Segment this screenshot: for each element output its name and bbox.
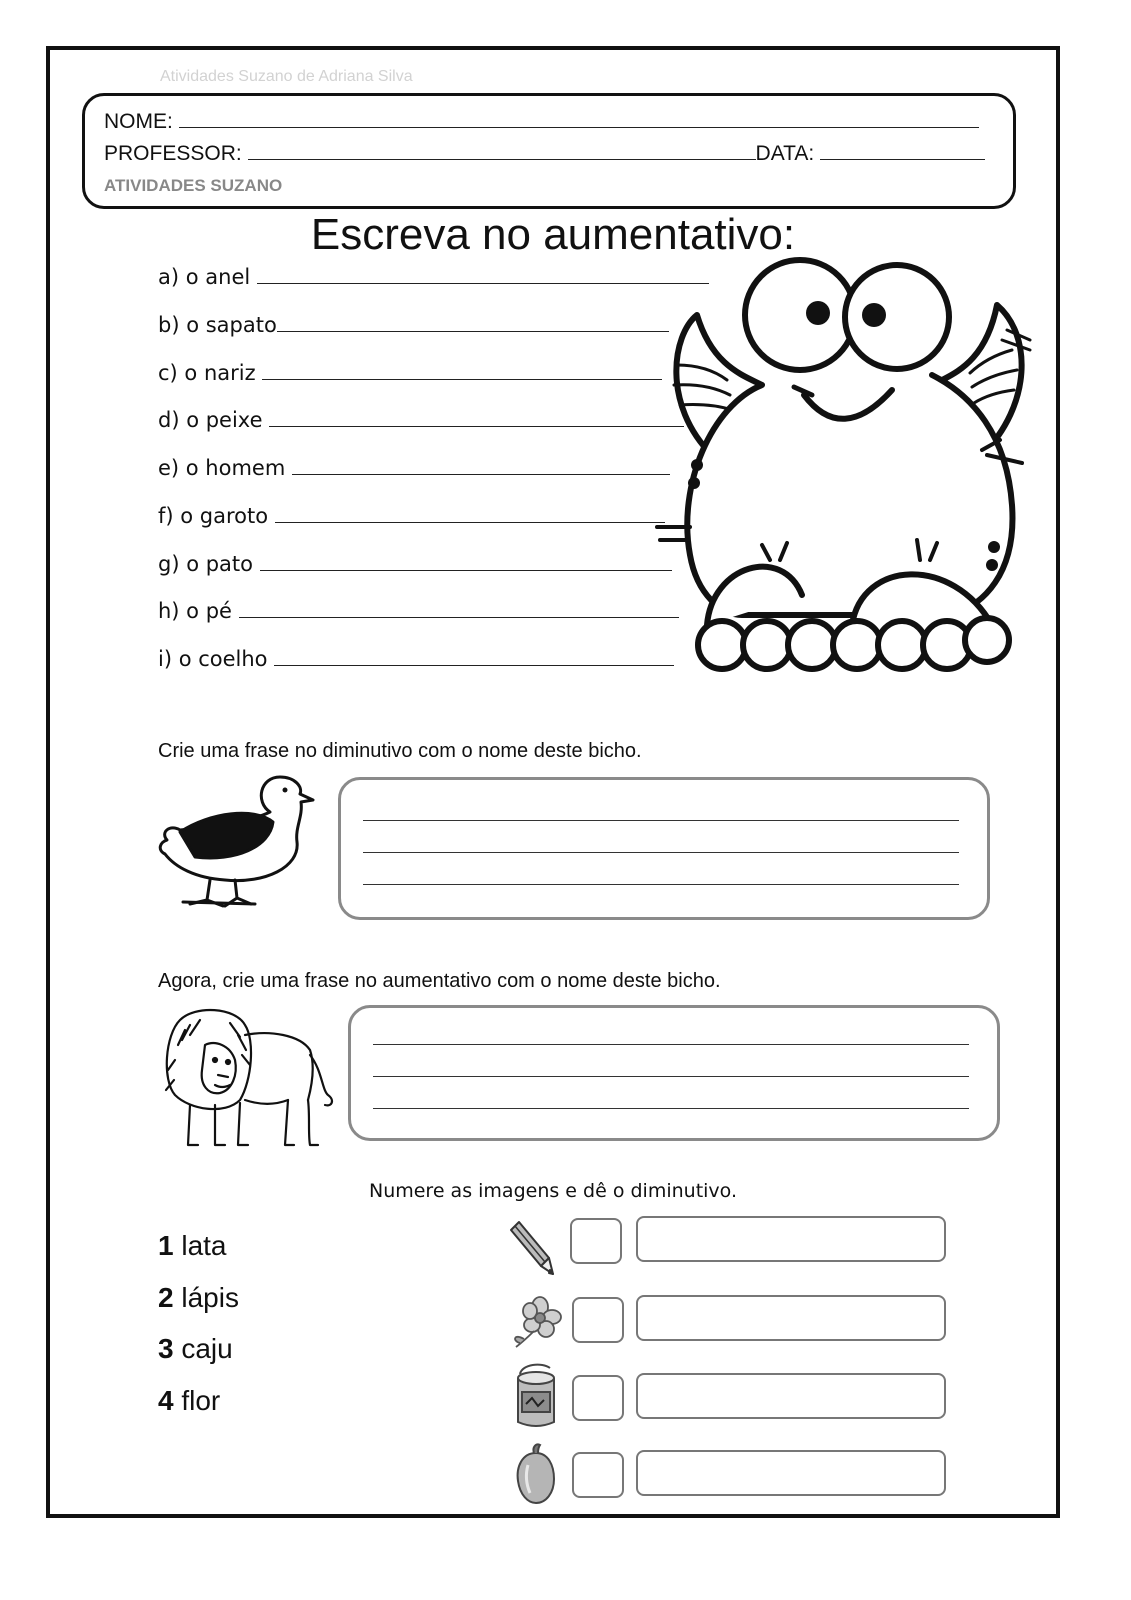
watermark: Atividades Suzano de Adriana Silva <box>160 68 413 85</box>
answer-line[interactable] <box>260 570 672 571</box>
duck-illustration <box>155 772 315 912</box>
number-box-2[interactable] <box>572 1297 624 1343</box>
flower-icon <box>510 1295 562 1350</box>
teacher-row <box>104 142 985 166</box>
word-item-2: 2 lápis <box>158 1282 239 1313</box>
exercise-item-c: c) o nariz <box>158 361 662 385</box>
date-label: DATA: <box>755 142 815 165</box>
writing-line[interactable] <box>363 820 959 821</box>
word-item-4: 4 flor <box>158 1385 221 1416</box>
augmentative-sentence-box[interactable] <box>348 1005 1000 1141</box>
exercise-item-e: e) o homem <box>158 456 670 480</box>
pencil-icon <box>505 1218 557 1278</box>
word-item-3: 3 caju <box>158 1333 233 1364</box>
answer-box-2[interactable] <box>636 1295 946 1341</box>
date-field[interactable] <box>820 159 985 160</box>
writing-line[interactable] <box>373 1044 969 1045</box>
name-row <box>104 110 979 134</box>
diminutive-instruction: Crie uma frase no diminutivo com o nome deste bicho. <box>158 740 642 762</box>
cashew-fruit-icon <box>512 1443 560 1505</box>
writing-line[interactable] <box>373 1108 969 1109</box>
answer-line[interactable] <box>292 474 670 475</box>
number-box-3[interactable] <box>572 1375 624 1421</box>
answer-line[interactable] <box>239 617 679 618</box>
brand-label: ATIVIDADES SUZANO <box>104 176 283 195</box>
teacher-label: PROFESSOR: <box>104 142 242 165</box>
numbering-title: Numere as imagens e dê o diminutivo. <box>368 1180 737 1202</box>
writing-line[interactable] <box>363 884 959 885</box>
exercise-item-b: b) o sapato <box>158 313 669 337</box>
page-title: Escreva no aumentativo: <box>310 210 796 259</box>
answer-box-3[interactable] <box>636 1373 946 1419</box>
diminutive-sentence-box[interactable] <box>338 777 990 920</box>
can-icon <box>512 1362 560 1430</box>
lion-illustration <box>160 1005 335 1155</box>
answer-line[interactable] <box>275 522 665 523</box>
exercise-item-g: g) o pato <box>158 552 672 576</box>
exercise-item-d: d) o peixe <box>158 408 684 432</box>
exercise-item-h: h) o pé <box>158 599 679 623</box>
answer-line[interactable] <box>257 283 709 284</box>
word-item-1: 1 lata <box>158 1230 227 1261</box>
answer-line[interactable] <box>269 426 684 427</box>
writing-line[interactable] <box>373 1076 969 1077</box>
exercise-item-f: f) o garoto <box>158 504 665 528</box>
name-label: NOME: <box>104 110 173 133</box>
teacher-field[interactable] <box>248 159 756 160</box>
exercise-item-a: a) o anel <box>158 265 709 289</box>
answer-line[interactable] <box>277 331 669 332</box>
answer-line[interactable] <box>262 379 662 380</box>
augmentative-instruction: Agora, crie uma frase no aumentativo com o nome deste bicho. <box>158 970 721 992</box>
answer-line[interactable] <box>274 665 674 666</box>
monster-illustration <box>652 255 1042 685</box>
answer-box-1[interactable] <box>636 1216 946 1262</box>
number-box-4[interactable] <box>572 1452 624 1498</box>
number-box-1[interactable] <box>570 1218 622 1264</box>
exercise-item-i: i) o coelho <box>158 647 674 671</box>
name-field[interactable] <box>179 127 979 128</box>
answer-box-4[interactable] <box>636 1450 946 1496</box>
writing-line[interactable] <box>363 852 959 853</box>
